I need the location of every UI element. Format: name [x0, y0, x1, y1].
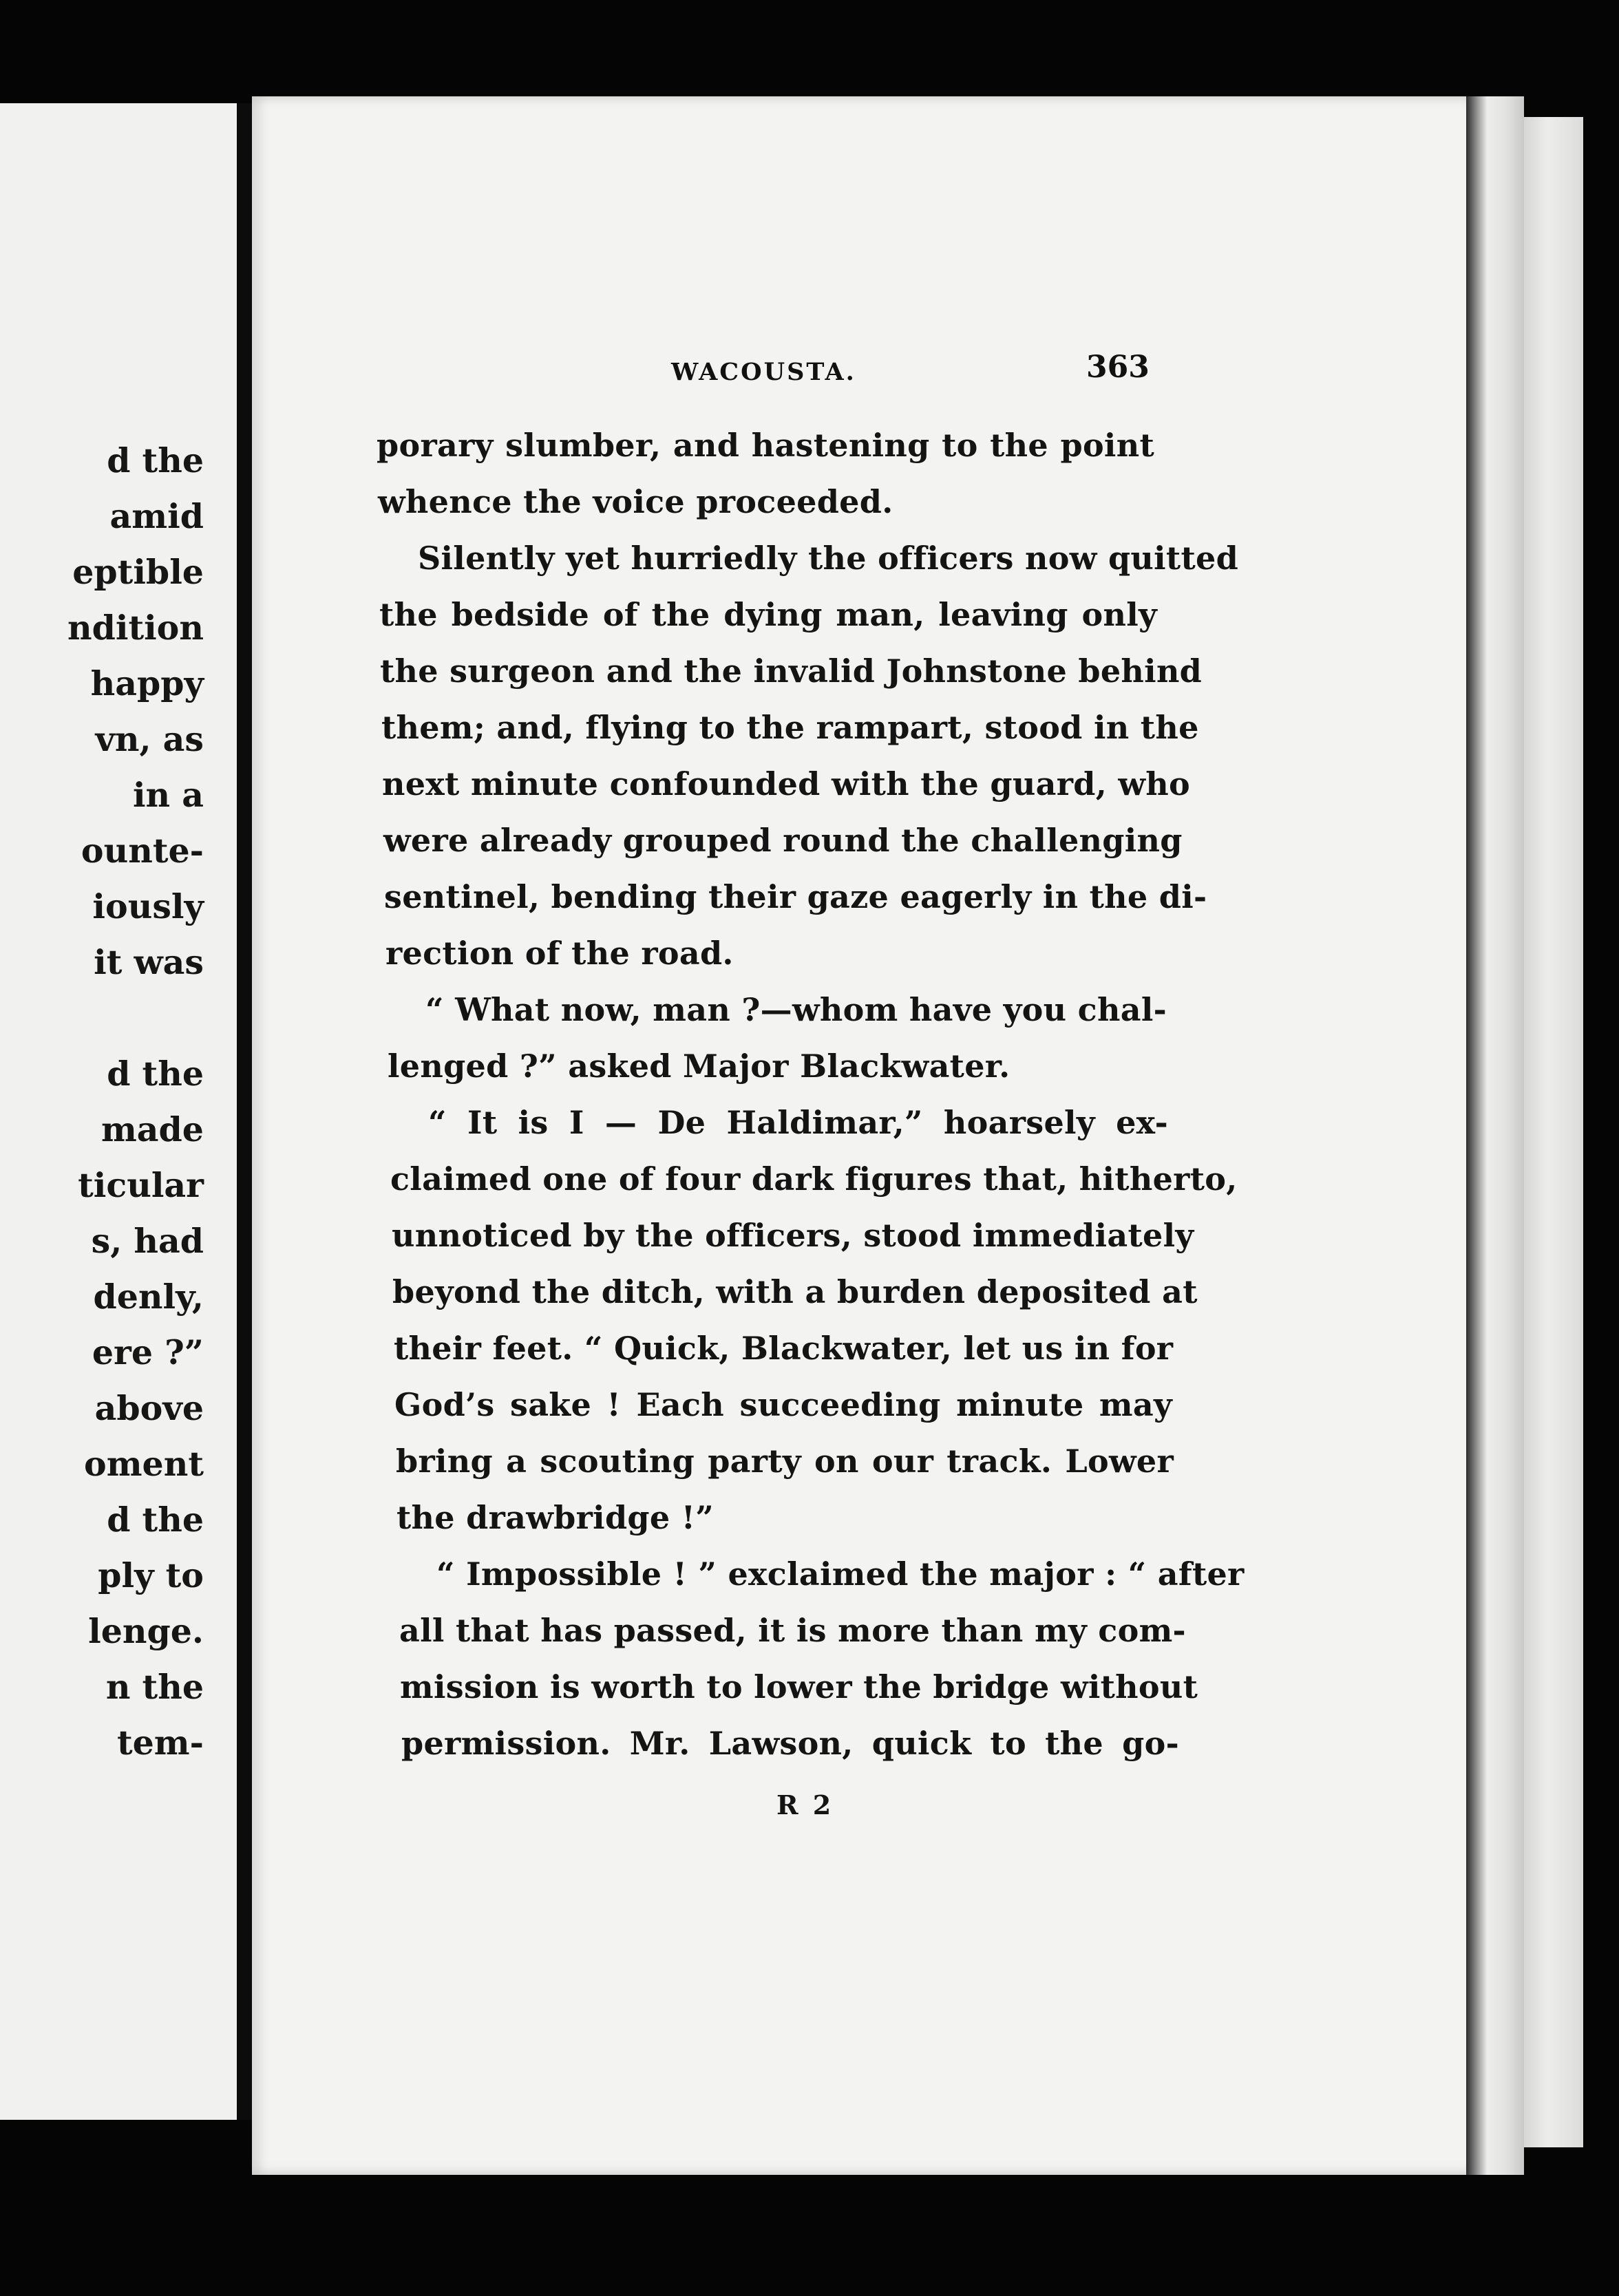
text-line: next minute confounded with the guard, who: [382, 765, 1190, 802]
text-line: their feet. “ Quick, Blackwater, let us in for: [394, 1330, 1174, 1367]
book-gutter: [237, 103, 252, 2120]
text-line: whence the voice proceeded.: [378, 483, 893, 520]
running-title: WACOUSTA.: [671, 358, 856, 386]
page-number: 363: [1086, 350, 1150, 385]
text-line: mission is worth to lower the bridge without: [400, 1668, 1198, 1705]
left-page-line: denly,: [93, 1277, 204, 1317]
left-page-line: lenge.: [88, 1611, 204, 1651]
text-line: “ It is I — De Haldimar,” hoarsely ex-: [428, 1104, 1168, 1141]
left-page-line: iously: [92, 886, 204, 926]
text-line: the drawbridge !”: [396, 1499, 715, 1536]
text-line: claimed one of four dark figures that, hitherto,: [390, 1160, 1238, 1198]
text-line: the bedside of the dying man, leaving only: [379, 596, 1157, 633]
left-page-line: happy: [90, 663, 204, 703]
page-edge-outer: [1524, 117, 1583, 2147]
text-line: were already grouped round the challenging: [383, 822, 1183, 859]
text-line: porary slumber, and hastening to the point: [377, 427, 1154, 464]
text-line: “ Impossible ! ” exclaimed the major : “ after: [436, 1555, 1245, 1593]
text-line: all that has passed, it is more than my com-: [399, 1612, 1186, 1649]
left-page-line: d the: [107, 1500, 204, 1540]
text-line: bring a scouting party on our track. Lower: [396, 1443, 1174, 1480]
text-line: them; and, flying to the rampart, stood in the: [381, 709, 1199, 746]
text-line: God’s sake ! Each succeeding minute may: [394, 1386, 1172, 1423]
left-page-line: d the: [107, 440, 204, 480]
left-page-line: d the: [107, 1054, 204, 1094]
text-line: “ What now, man ?—whom have you chal-: [425, 991, 1167, 1028]
text-line: beyond the ditch, with a burden deposited at: [392, 1273, 1198, 1310]
left-page-line: in a: [132, 775, 204, 815]
left-page-line: it was: [94, 942, 204, 982]
left-page-line: s, had: [91, 1221, 204, 1261]
left-page-line: ounte-: [81, 831, 204, 871]
left-page-line: ere ?”: [92, 1332, 204, 1372]
text-line: lenged ?” asked Major Blackwater.: [388, 1048, 1010, 1085]
page-edge: [1466, 96, 1524, 2175]
text-line: unnoticed by the officers, stood immediately: [392, 1217, 1194, 1254]
left-page-line: ndition: [67, 608, 204, 648]
left-page-line: vn, as: [95, 719, 204, 759]
text-line: rection of the road.: [385, 935, 734, 972]
left-page-line: eptible: [72, 552, 204, 592]
text-line: the surgeon and the invalid Johnstone behind: [380, 652, 1203, 690]
left-page-line: ply to: [98, 1555, 204, 1595]
left-page-line: oment: [84, 1444, 204, 1484]
text-line: Silently yet hurriedly the officers now quitted: [418, 540, 1239, 577]
signature-mark: R 2: [776, 1789, 834, 1820]
text-line: sentinel, bending their gaze eagerly in the di-: [384, 878, 1207, 915]
left-page-line: n the: [105, 1667, 204, 1707]
left-page-line: above: [94, 1388, 204, 1428]
left-page: [0, 103, 237, 2120]
left-page-line: ticular: [78, 1165, 204, 1205]
left-page-line: made: [100, 1109, 204, 1149]
left-page-line: tem-: [117, 1723, 204, 1763]
text-line: permission. Mr. Lawson, quick to the go-: [401, 1725, 1179, 1762]
left-page-line: amid: [109, 496, 204, 536]
